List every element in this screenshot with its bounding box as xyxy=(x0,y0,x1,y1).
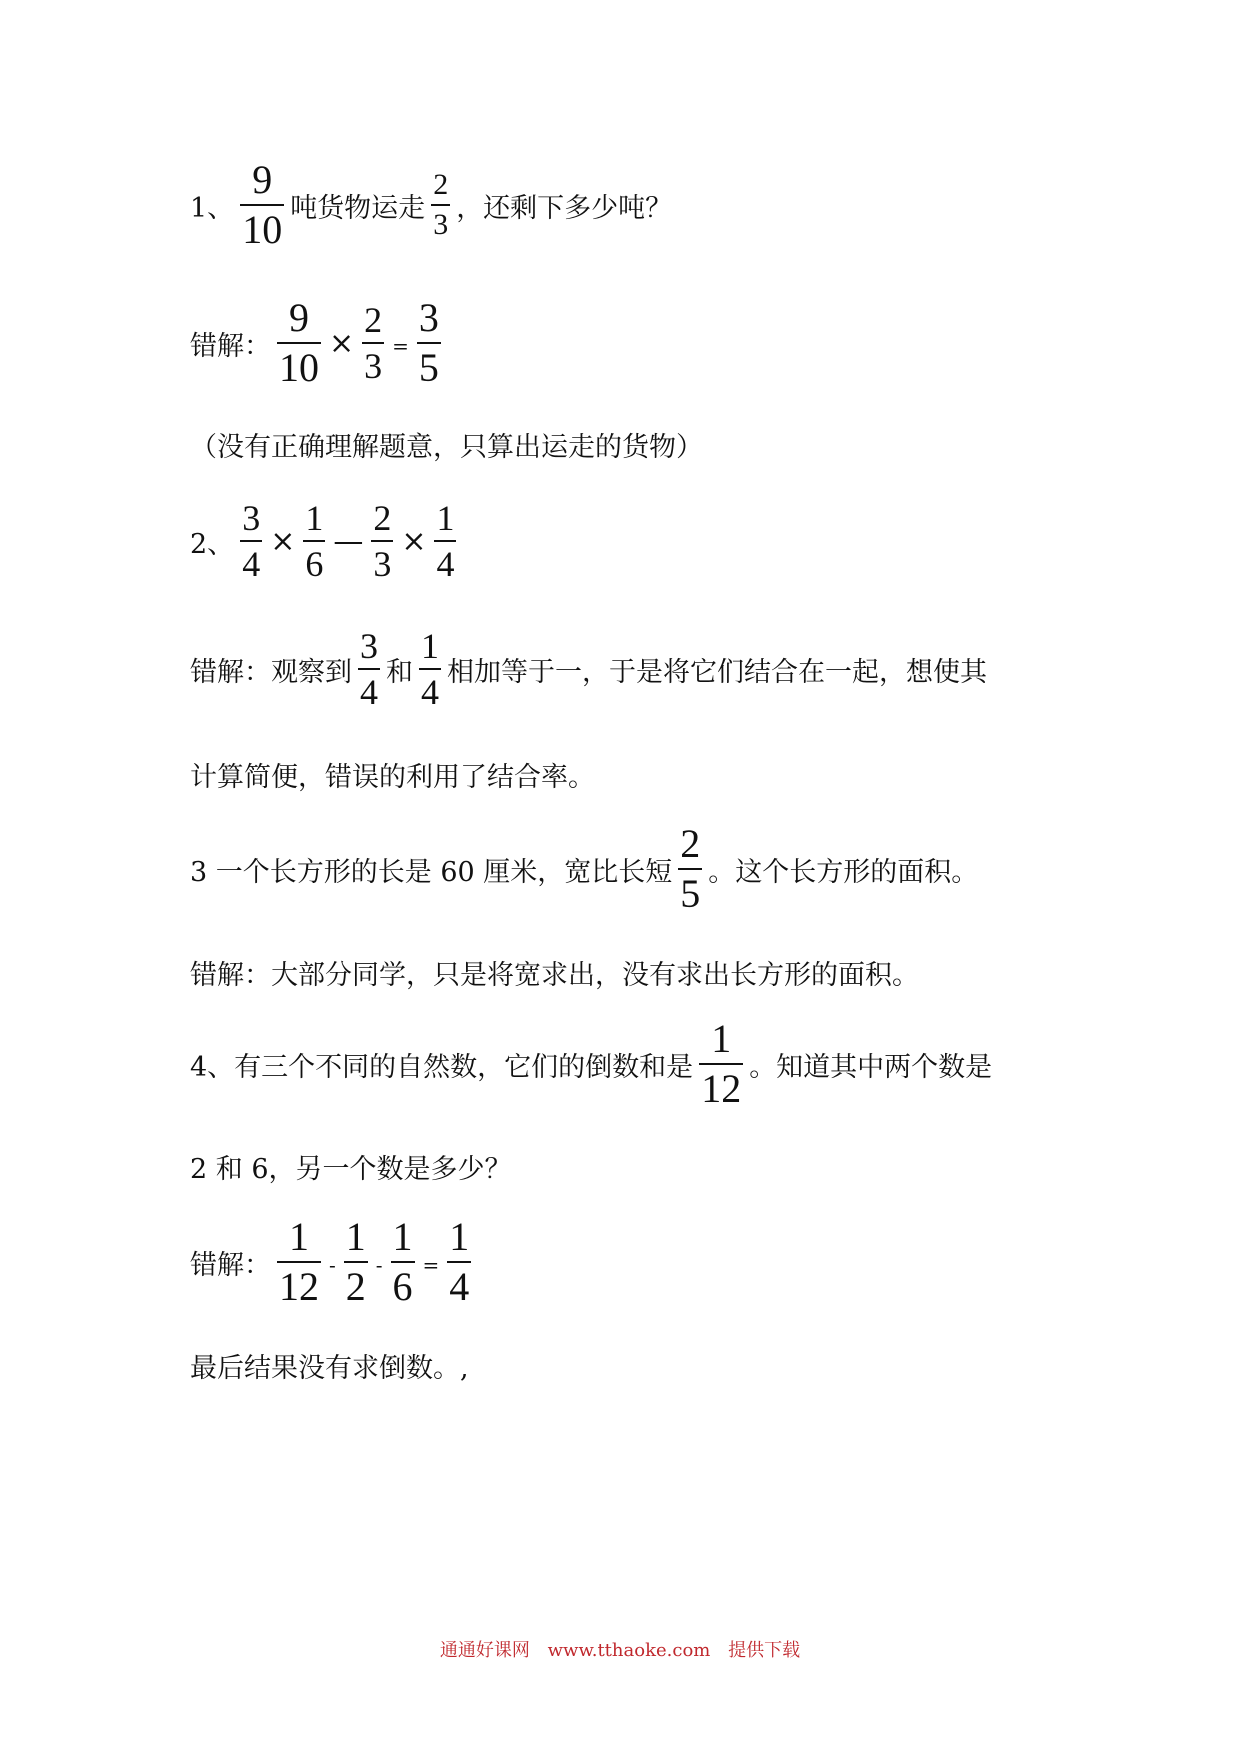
fraction-3-4: $\frac{3}{4}$ xyxy=(360,626,378,712)
minus-sign: - xyxy=(375,1253,383,1277)
problem-2-prefix: 2、 xyxy=(190,528,235,560)
problem-4 xyxy=(190,1016,993,1111)
equals-sign: = xyxy=(392,334,409,358)
problem-1-text-2: ，还剩下多少吨？ xyxy=(456,192,673,224)
problem-3-text-2: 。这个长方形的面积。 xyxy=(708,856,979,888)
fraction-1-4: $\frac{1}{4}$ xyxy=(421,626,439,712)
fraction-1-4: $\frac{1}{4}$ xyxy=(436,498,455,584)
fraction-9-10: $\frac{9}{10}$ xyxy=(279,295,319,390)
problem-1-text-1: 吨货物运走 xyxy=(290,192,426,224)
problem-2 xyxy=(190,500,462,582)
wrong-solution-1 xyxy=(190,295,447,390)
equals-sign: = xyxy=(422,1253,440,1277)
problem-4-text-2: 。知道其中两个数是 xyxy=(749,1051,993,1083)
wrong-label: 错解： xyxy=(190,1249,271,1281)
fraction-3-4: $\frac{3}{4}$ xyxy=(242,498,261,584)
wrong-solution-3: 错解：大部分同学，只是将宽求出，没有求出长方形的面积。 xyxy=(190,960,919,991)
footer-site-name: 通通好课网 xyxy=(439,1640,530,1661)
times-sign: × xyxy=(270,523,296,559)
times-sign: × xyxy=(401,523,427,559)
footer-action: 提供下载 xyxy=(728,1640,801,1661)
wrong-2-and: 和 xyxy=(386,656,413,688)
fraction-2-3: $\frac{2}{3}$ xyxy=(433,168,449,241)
fraction-3-5: $\frac{3}{5}$ xyxy=(418,295,439,390)
fraction-9-10: $\frac{9}{10}$ xyxy=(242,157,283,252)
fraction-1-6: $\frac{1}{6}$ xyxy=(305,498,324,584)
footer-url[interactable]: www.tthaoke.com xyxy=(547,1640,711,1661)
wrong-2-text: 相加等于一，于是将它们结合在一起，想使其 xyxy=(447,656,987,688)
wrong-solution-2 xyxy=(190,628,987,710)
fraction-2-3: $\frac{2}{3}$ xyxy=(373,498,392,584)
problem-1-prefix: 1、 xyxy=(190,192,235,224)
wrong-solution-2-line-2: 计算简便，错误的利用了结合率。 xyxy=(190,762,595,793)
problem-3 xyxy=(190,821,979,916)
note-4: 最后结果没有求倒数。, xyxy=(190,1353,469,1384)
wrong-label: 错解： xyxy=(190,330,271,362)
footer xyxy=(0,1636,1240,1662)
note-1: （没有正确理解题意，只算出运走的货物） xyxy=(190,432,703,463)
fraction-1-12: $\frac{1}{12}$ xyxy=(279,1214,319,1309)
problem-4-line-2: 2 和 6，另一个数是多少？ xyxy=(190,1154,512,1185)
fraction-1-4: $\frac{1}{4}$ xyxy=(449,1214,470,1309)
fraction-1-12: $\frac{1}{12}$ xyxy=(701,1016,742,1111)
problem-3-text-1: 3 一个长方形的长是 60 厘米，宽比长短 xyxy=(190,856,673,888)
fraction-1-6: $\frac{1}{6}$ xyxy=(392,1214,413,1309)
minus-sign: — xyxy=(333,523,364,559)
fraction-2-3: $\frac{2}{3}$ xyxy=(364,300,383,386)
problem-1 xyxy=(190,157,673,252)
fraction-2-5: $\frac{2}{5}$ xyxy=(680,821,701,916)
wrong-solution-4 xyxy=(190,1214,477,1309)
wrong-2-label: 错解：观察到 xyxy=(190,656,352,688)
minus-sign: - xyxy=(329,1253,336,1277)
times-sign: × xyxy=(329,325,355,361)
fraction-1-2: $\frac{1}{2}$ xyxy=(345,1214,366,1309)
problem-4-text-1: 4、有三个不同的自然数，它们的倒数和是 xyxy=(190,1051,694,1083)
